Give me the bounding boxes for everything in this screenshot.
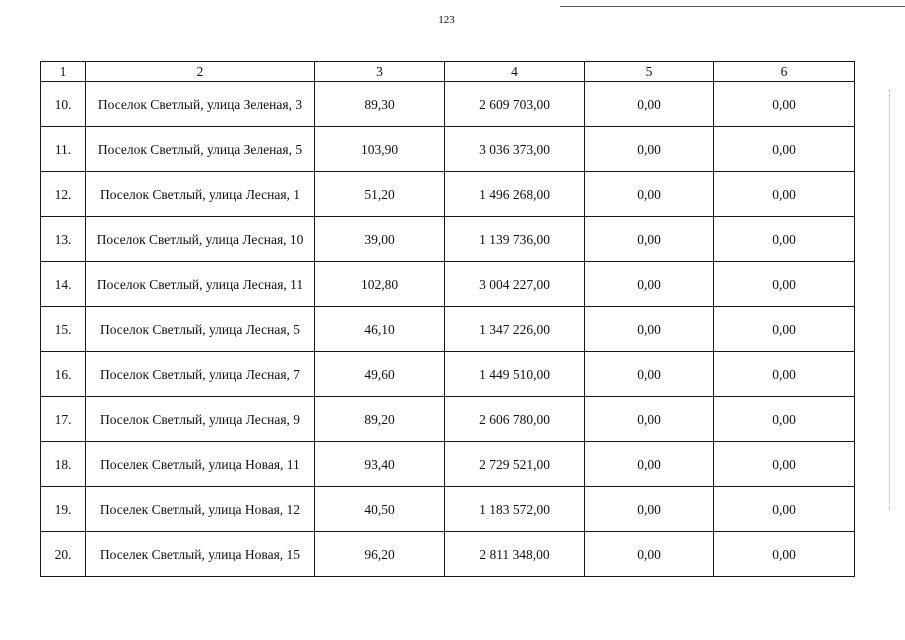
column-header: 1 (41, 62, 86, 82)
row-number: 14. (41, 262, 86, 307)
area-cell: 93,40 (315, 442, 445, 487)
amount-cell: 0,00 (714, 82, 855, 127)
column-header: 4 (445, 62, 585, 82)
value-cell: 1 449 510,00 (445, 352, 585, 397)
row-number: 19. (41, 487, 86, 532)
table-row (41, 532, 855, 577)
amount-cell: 0,00 (585, 397, 714, 442)
column-header: 6 (714, 62, 855, 82)
value-cell: 2 606 780,00 (445, 397, 585, 442)
row-number: 13. (41, 217, 86, 262)
address-cell: Поселек Светлый, улица Новая, 15 (86, 532, 315, 577)
amount-cell: 0,00 (714, 262, 855, 307)
page-number: 123 (438, 14, 455, 26)
amount-cell: 0,00 (585, 487, 714, 532)
table-row (41, 262, 855, 307)
table-row (41, 307, 855, 352)
table-row (41, 217, 855, 262)
row-number: 12. (41, 172, 86, 217)
row-number: 20. (41, 532, 86, 577)
value-cell: 2 729 521,00 (445, 442, 585, 487)
amount-cell: 0,00 (585, 442, 714, 487)
table-row (41, 487, 855, 532)
row-number: 17. (41, 397, 86, 442)
amount-cell: 0,00 (714, 127, 855, 172)
address-cell: Поселок Светлый, улица Лесная, 1 (86, 172, 315, 217)
address-cell: Поселок Светлый, улица Лесная, 10 (86, 217, 315, 262)
address-cell: Поселок Светлый, улица Лесная, 5 (86, 307, 315, 352)
area-cell: 51,20 (315, 172, 445, 217)
header-row (41, 62, 855, 82)
address-cell: Поселек Светлый, улица Новая, 11 (86, 442, 315, 487)
row-number: 11. (41, 127, 86, 172)
value-cell: 3 004 227,00 (445, 262, 585, 307)
scan-margin-marks (889, 90, 891, 510)
value-cell: 1 496 268,00 (445, 172, 585, 217)
table-row (41, 442, 855, 487)
address-cell: Поселок Светлый, улица Зеленая, 5 (86, 127, 315, 172)
amount-cell: 0,00 (714, 217, 855, 262)
address-cell: Поселок Светлый, улица Лесная, 9 (86, 397, 315, 442)
amount-cell: 0,00 (714, 307, 855, 352)
row-number: 10. (41, 82, 86, 127)
value-cell: 1 347 226,00 (445, 307, 585, 352)
amount-cell: 0,00 (585, 217, 714, 262)
area-cell: 39,00 (315, 217, 445, 262)
address-cell: Поселок Светлый, улица Лесная, 11 (86, 262, 315, 307)
column-header: 2 (86, 62, 315, 82)
property-table (40, 61, 855, 577)
table-row (41, 82, 855, 127)
area-cell: 49,60 (315, 352, 445, 397)
address-cell: Поселек Светлый, улица Новая, 12 (86, 487, 315, 532)
amount-cell: 0,00 (714, 487, 855, 532)
table-row (41, 352, 855, 397)
amount-cell: 0,00 (714, 172, 855, 217)
area-cell: 40,50 (315, 487, 445, 532)
address-cell: Поселок Светлый, улица Лесная, 7 (86, 352, 315, 397)
row-number: 18. (41, 442, 86, 487)
amount-cell: 0,00 (585, 172, 714, 217)
area-cell: 46,10 (315, 307, 445, 352)
amount-cell: 0,00 (714, 442, 855, 487)
address-cell: Поселок Светлый, улица Зеленая, 3 (86, 82, 315, 127)
area-cell: 89,20 (315, 397, 445, 442)
value-cell: 2 811 348,00 (445, 532, 585, 577)
area-cell: 102,80 (315, 262, 445, 307)
amount-cell: 0,00 (714, 397, 855, 442)
amount-cell: 0,00 (714, 352, 855, 397)
amount-cell: 0,00 (585, 352, 714, 397)
column-header: 3 (315, 62, 445, 82)
row-number: 16. (41, 352, 86, 397)
row-number: 15. (41, 307, 86, 352)
table-row (41, 127, 855, 172)
table-row (41, 397, 855, 442)
top-rule (560, 6, 905, 7)
value-cell: 2 609 703,00 (445, 82, 585, 127)
amount-cell: 0,00 (585, 127, 714, 172)
amount-cell: 0,00 (585, 262, 714, 307)
value-cell: 3 036 373,00 (445, 127, 585, 172)
amount-cell: 0,00 (585, 307, 714, 352)
table-row (41, 172, 855, 217)
area-cell: 96,20 (315, 532, 445, 577)
value-cell: 1 139 736,00 (445, 217, 585, 262)
column-header: 5 (585, 62, 714, 82)
amount-cell: 0,00 (585, 82, 714, 127)
value-cell: 1 183 572,00 (445, 487, 585, 532)
area-cell: 89,30 (315, 82, 445, 127)
area-cell: 103,90 (315, 127, 445, 172)
amount-cell: 0,00 (585, 532, 714, 577)
amount-cell: 0,00 (714, 532, 855, 577)
